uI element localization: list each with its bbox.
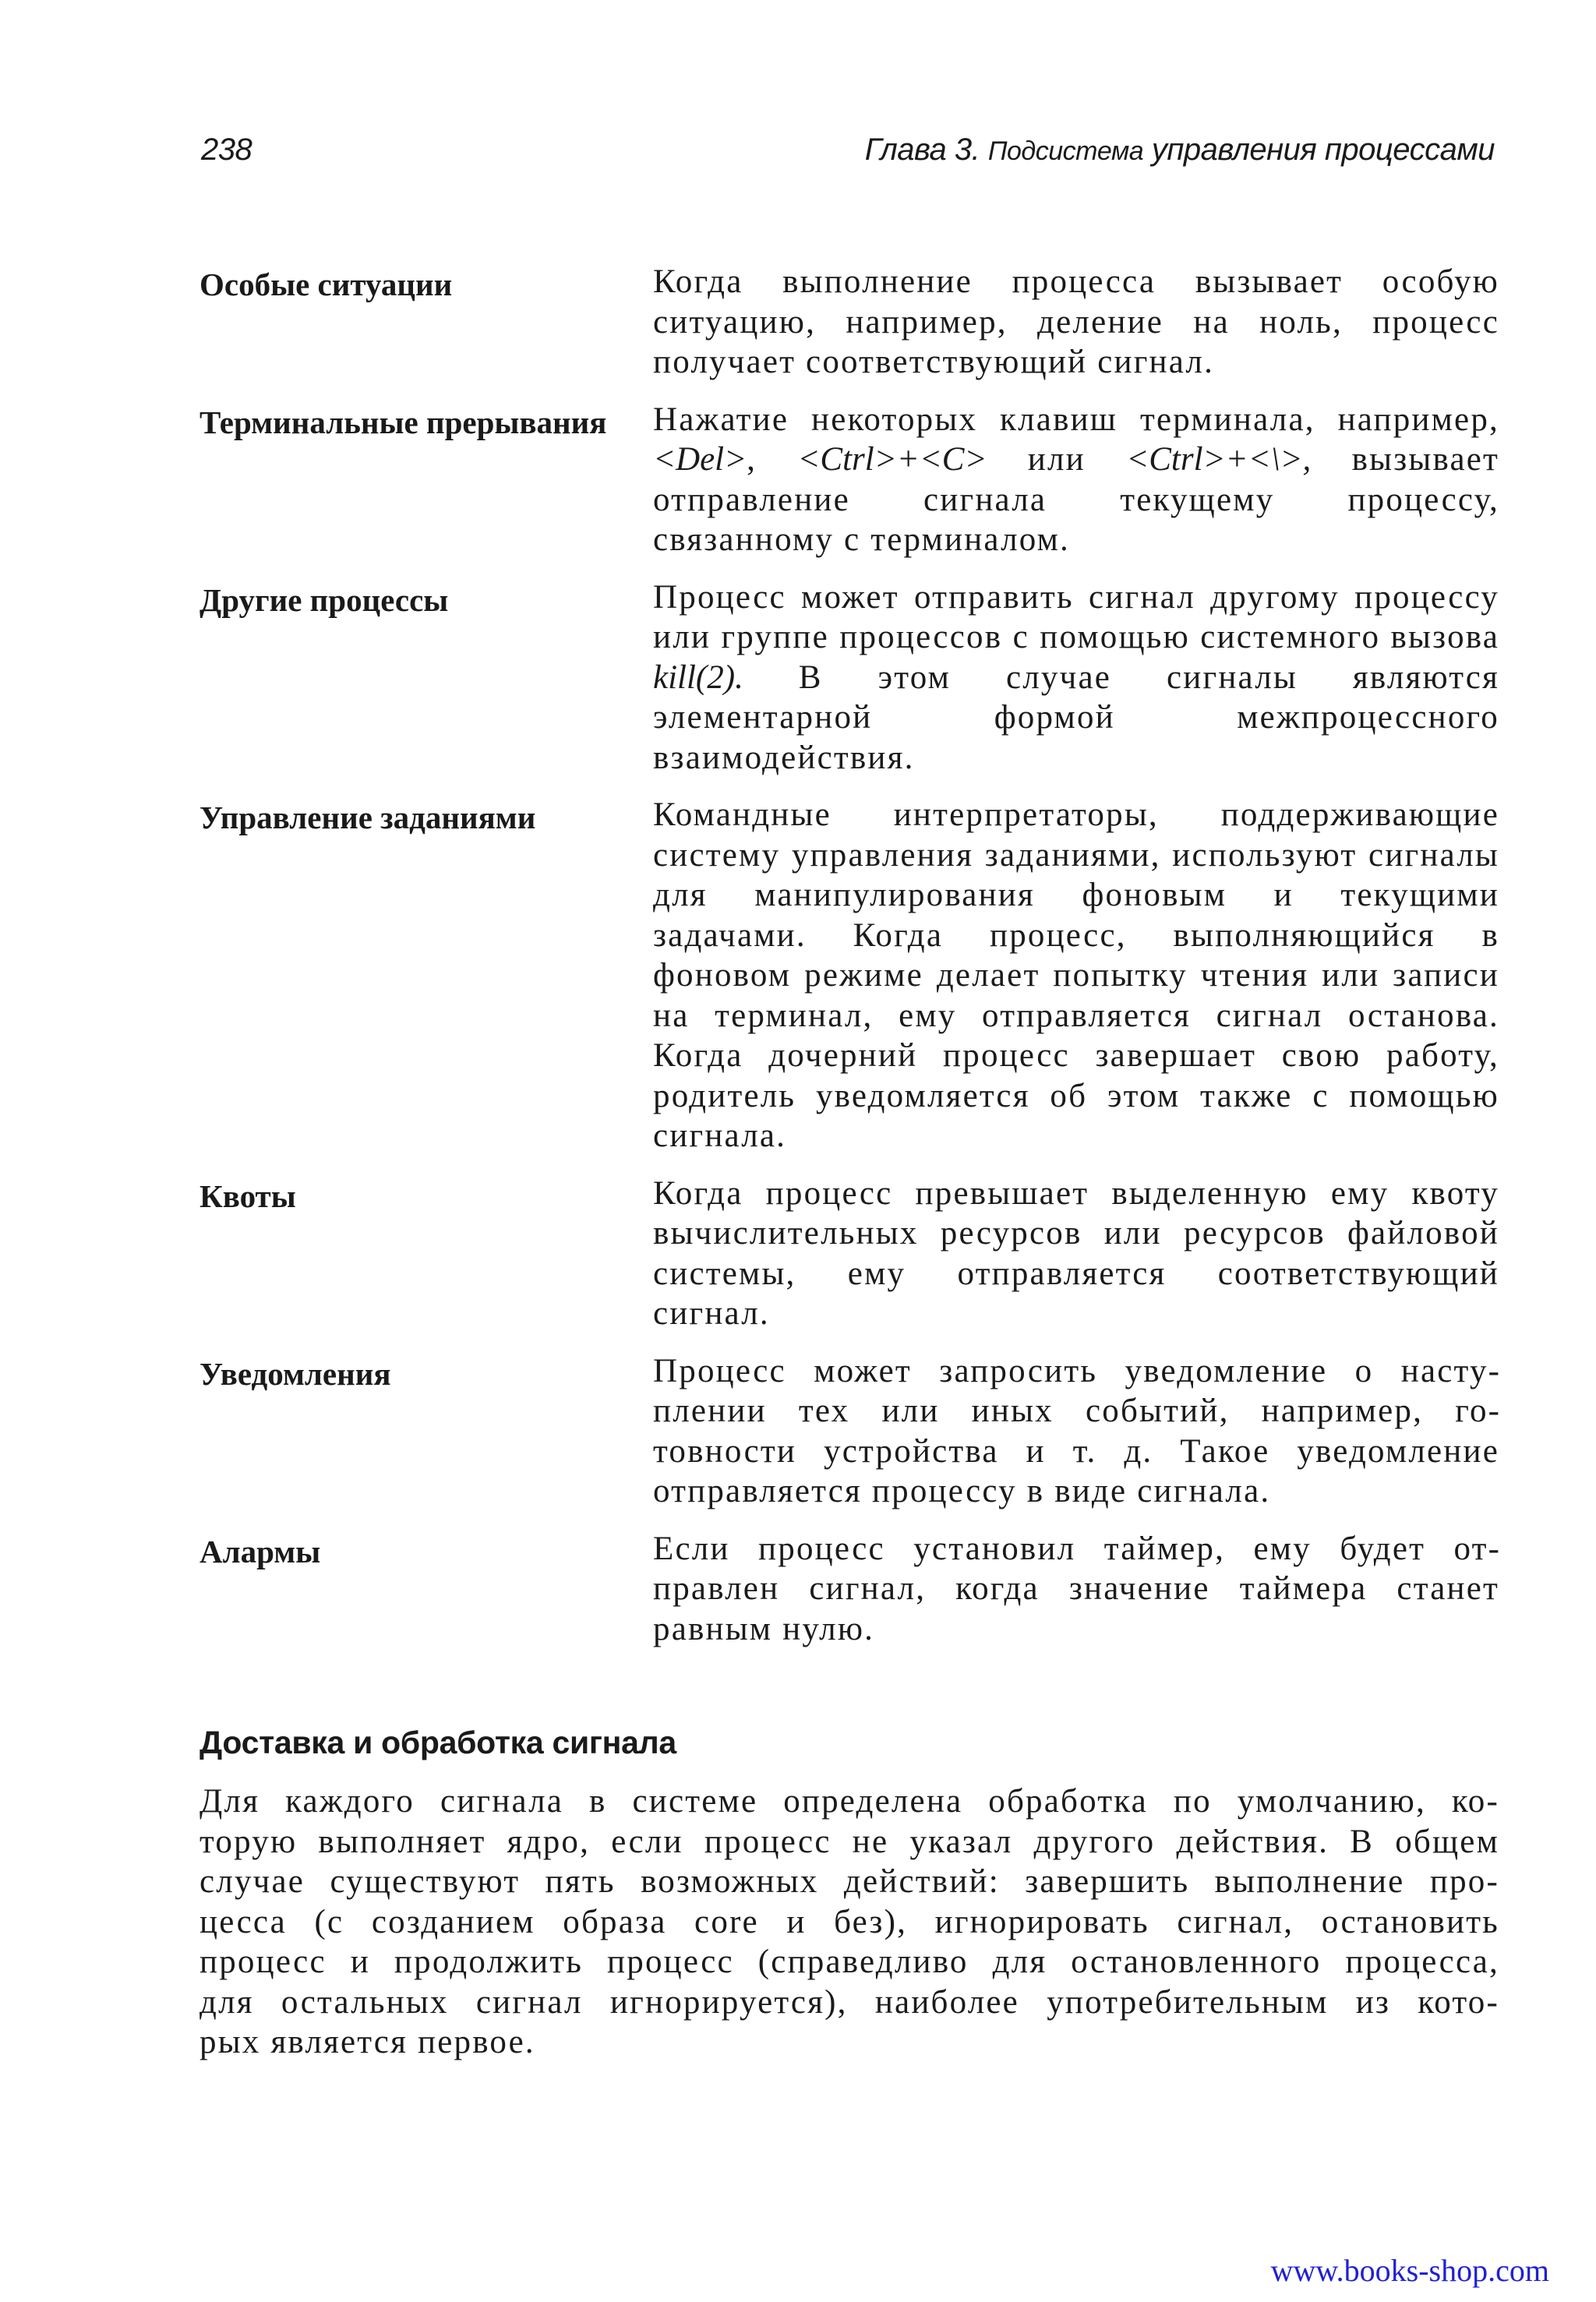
term-text-segment: вызывает отправление сигнала текущему процессу, связанному с терминалом. xyxy=(653,441,1500,558)
paragraph-line: рых является первое. xyxy=(200,2024,535,2060)
term-text-segment: Нажатие некоторых клавиш терминала, например, xyxy=(653,401,1499,438)
term-label: Терминальные прерывания xyxy=(200,404,607,440)
term-description xyxy=(653,1174,1499,1334)
term-label: Другие процессы xyxy=(200,581,449,618)
section-heading: Доставка и обработка сигнала xyxy=(200,1725,676,1760)
paragraph-line: случае существуют пять возможных действий: завершить выполнение про- xyxy=(200,1863,1499,1900)
term-italic-segment: kill(2). xyxy=(653,658,743,696)
term-text-segment: Когда процесс превышает выделенную ему квоту вычислительных ресурсов или ресурсов файловой системы, ему отправляется соответствующий сигнал. xyxy=(653,1174,1499,1332)
term-text-segment: или xyxy=(987,441,1127,478)
term-description xyxy=(653,577,1499,779)
term-label: Особые ситуации xyxy=(200,267,453,302)
term-text-segment: Командные интерпретаторы, поддерживающие систему управления заданиями, используют сигналы для манипулирования фоновым и текущими задачами. Когда процесс, выполняющийся в фоновом режиме делает попытку чтения или записи на терминал, ему отправляется сигнал останова. Когда дочерний процесс завершает свою работу, родитель уведомляется об этом также с помощью сигнала. xyxy=(653,796,1499,1154)
term-description xyxy=(653,262,1499,383)
term-description xyxy=(653,1529,1499,1650)
term-italic-segment: <Del> xyxy=(653,441,747,478)
chapter-label: Глава 3. xyxy=(864,132,980,167)
term-row xyxy=(200,795,1499,1156)
running-header xyxy=(865,132,1495,168)
term-text-segment: Когда выполнение процесса вызывает особую ситуацию, например, деление на ноль, процесс получает соответствующий сигнал. xyxy=(653,263,1499,380)
term-description xyxy=(653,795,1499,1156)
term-text-segment: Процесс может запросить уведомление о наступлении тех или иных событий, например, готовности устройства и т. д. Такое уведомление отправляется процессу в виде сигнала. xyxy=(653,1352,1499,1509)
term-row xyxy=(200,1174,1499,1334)
footer-website-link[interactable]: www.books-shop.com xyxy=(1270,2253,1549,2288)
term-text-segment: , xyxy=(747,441,798,478)
term-label: Уведомления xyxy=(200,1355,391,1392)
term-text-segment: Если процесс установил таймер, ему будет отправлен сигнал, когда значение таймера станет равным нулю. xyxy=(653,1530,1499,1647)
term-text-segment: Процесс может отправить сигнал другому процессу или группе процессов с помощью системного вызова xyxy=(653,578,1499,655)
term-italic-segment: <Ctrl>+<C> xyxy=(797,441,987,478)
paragraph-line: цесса (с созданием образа core и без), игнорировать сигнал, остановить xyxy=(200,1903,1499,1940)
paragraph-line: процесс и продолжить процесс (справедливо для остановленного процесса, xyxy=(200,1944,1499,1980)
term-label: Управление заданиями xyxy=(200,800,536,835)
term-row xyxy=(200,262,1499,383)
term-description xyxy=(653,400,1499,560)
term-label: Квоты xyxy=(200,1177,296,1214)
term-description xyxy=(653,1351,1499,1512)
term-row xyxy=(200,1529,1499,1650)
term-row xyxy=(200,400,1499,560)
term-row xyxy=(200,1351,1499,1512)
term-italic-segment: <Ctrl>+<\>, xyxy=(1126,441,1312,478)
paragraph-line: Для каждого сигнала в системе определена обработка по умолчанию, ко- xyxy=(200,1783,1499,1820)
chapter-rest: управления процессами xyxy=(1151,132,1495,167)
term-label: Алармы xyxy=(200,1533,321,1569)
term-text-segment: В этом случае сигналы являются элементарной формой межпроцессного взаимодействия. xyxy=(653,658,1499,776)
page-number: 238 xyxy=(201,132,252,167)
paragraph-line: торую выполняет ядро, если процесс не указал другого действия. В общем xyxy=(200,1823,1499,1860)
body-paragraph xyxy=(200,1781,1499,2063)
term-row xyxy=(200,577,1499,779)
signal-sources-list xyxy=(200,262,1499,1666)
paragraph-line: для остальных сигнал игнорируется), наиболее употребительным из кото- xyxy=(200,1983,1499,2021)
chapter-word: Подсистема xyxy=(987,136,1144,166)
